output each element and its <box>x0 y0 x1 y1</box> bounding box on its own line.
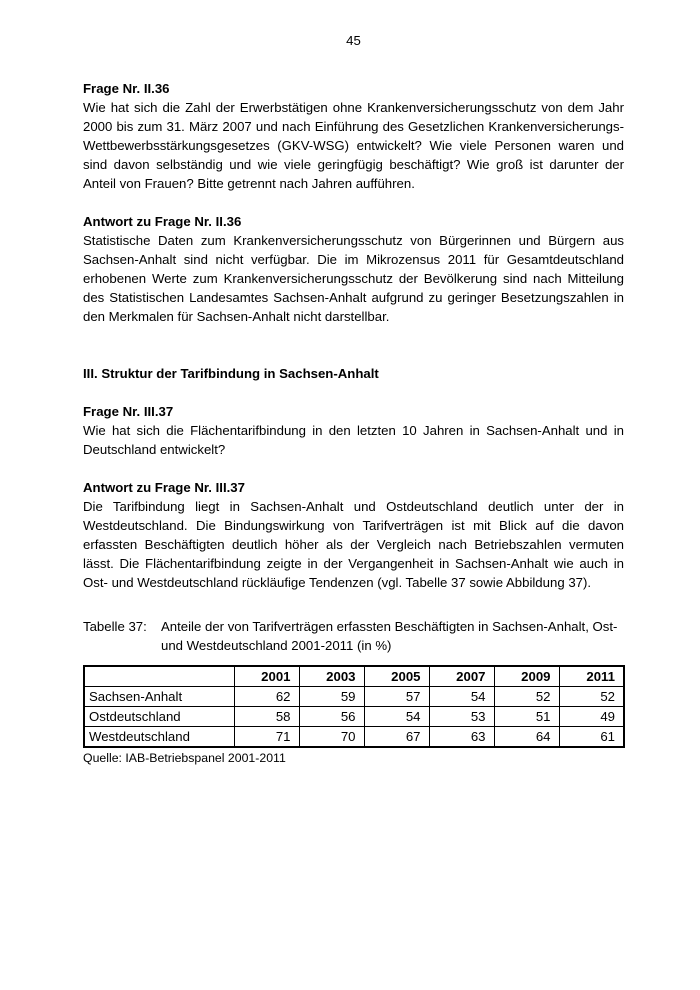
heading-antwort-iii37: Antwort zu Frage Nr. III.37 <box>83 480 245 495</box>
table-cell: 67 <box>364 727 429 748</box>
table-cell: 64 <box>494 727 559 748</box>
table-cell: 54 <box>429 687 494 707</box>
table-cell: 53 <box>429 707 494 727</box>
table-cell: 71 <box>234 727 299 748</box>
section-antwort-ii36 <box>83 212 624 326</box>
table-caption-label: Tabelle 37: <box>83 619 147 634</box>
heading-antwort-ii36: Antwort zu Frage Nr. II.36 <box>83 214 242 229</box>
chapter-heading-iii: III. Struktur der Tarifbindung in Sachsen-Anhalt <box>83 366 379 381</box>
page-number: 45 <box>346 33 361 48</box>
table-header-cell: 2009 <box>494 666 559 687</box>
paragraph-antwort-ii36: Statistische Daten zum Krankenversicherungsschutz von Bürgerinnen und Bürgern aus Sachsen-Anhalt sind nicht verfügbar. Die im Mikrozensus 2011 für Gesamtdeutschland erhobenen Werte zum Krankenversicherungsschutz der Bevölkerung sind nach Mitteilung des Statistischen Landesamtes Sachsen-Anhalt aufgrund zu geringer Besetzungszahlen in den Merkmalen für Sachsen-Anhalt nicht darstellbar. <box>83 233 624 324</box>
table-cell: 52 <box>559 687 624 707</box>
section-frage-iii37 <box>83 402 624 459</box>
heading-frage-iii37: Frage Nr. III.37 <box>83 404 174 419</box>
table-cell: 57 <box>364 687 429 707</box>
table-cell: 58 <box>234 707 299 727</box>
section-antwort-iii37 <box>83 478 624 592</box>
table-cell: 62 <box>234 687 299 707</box>
heading-frage-ii36: Frage Nr. II.36 <box>83 81 170 96</box>
table-row <box>84 727 624 748</box>
table-header-cell: 2001 <box>234 666 299 687</box>
table-row <box>84 707 624 727</box>
table-header-cell: 2005 <box>364 666 429 687</box>
table-cell: 70 <box>299 727 364 748</box>
table-header-cell: 2003 <box>299 666 364 687</box>
row-label: Sachsen-Anhalt <box>84 687 234 707</box>
table-cell: 61 <box>559 727 624 748</box>
section-frage-ii36 <box>83 79 624 193</box>
table-header-cell: 2011 <box>559 666 624 687</box>
paragraph-antwort-iii37: Die Tarifbindung liegt in Sachsen-Anhalt und Ostdeutschland deutlich unter der in Westdeutschland. Die Bindungswirkung von Tarifverträgen ist mit Blick auf die davon erfassten Beschäftigten deutlich höher als der Vergleich nach Betriebszahlen vermuten lässt. Die Flächentarifbindung zeigte in der Vergangenheit in Sachsen-Anhalt wie auch in Ost- und Westdeutschland rückläufige Tendenzen (vgl. Tabelle 37 sowie Abbildung 37). <box>83 499 624 590</box>
table-cell: 56 <box>299 707 364 727</box>
table-cell: 49 <box>559 707 624 727</box>
row-label: Ostdeutschland <box>84 707 234 727</box>
table-row <box>84 687 624 707</box>
row-label: Westdeutschland <box>84 727 234 748</box>
paragraph-frage-ii36: Wie hat sich die Zahl der Erwerbstätigen ohne Krankenversicherungsschutz von dem Jahr 2000 bis zum 31. März 2007 und nach Einführung des Gesetzlichen Krankenversicherungs-Wettbewerbsstärkungsgesetzes (GKV-WSG) entwickelt? Wie viele Personen waren und sind davon selbständig und wie viele geringfügig beschäftigt? Wie groß ist darunter der Anteil von Frauen? Bitte getrennt nach Jahren aufführen. <box>83 100 624 191</box>
table-caption <box>83 617 624 655</box>
tariff-coverage-table <box>83 665 625 748</box>
table-cell: 52 <box>494 687 559 707</box>
table-cell: 63 <box>429 727 494 748</box>
table-header-cell: 2007 <box>429 666 494 687</box>
table-header-cell <box>84 666 234 687</box>
table-cell: 54 <box>364 707 429 727</box>
table-cell: 59 <box>299 687 364 707</box>
table-caption-text: Anteile der von Tarifverträgen erfassten Beschäftigten in Sachsen-Anhalt, Ost- und Westdeutschland 2001-2011 (in %) <box>161 619 618 653</box>
table-source: Quelle: IAB-Betriebspanel 2001-2011 <box>83 751 286 765</box>
table-cell: 51 <box>494 707 559 727</box>
table-header-row <box>84 666 624 687</box>
paragraph-frage-iii37: Wie hat sich die Flächentarifbindung in den letzten 10 Jahren in Sachsen-Anhalt und in Deutschland entwickelt? <box>83 423 624 457</box>
